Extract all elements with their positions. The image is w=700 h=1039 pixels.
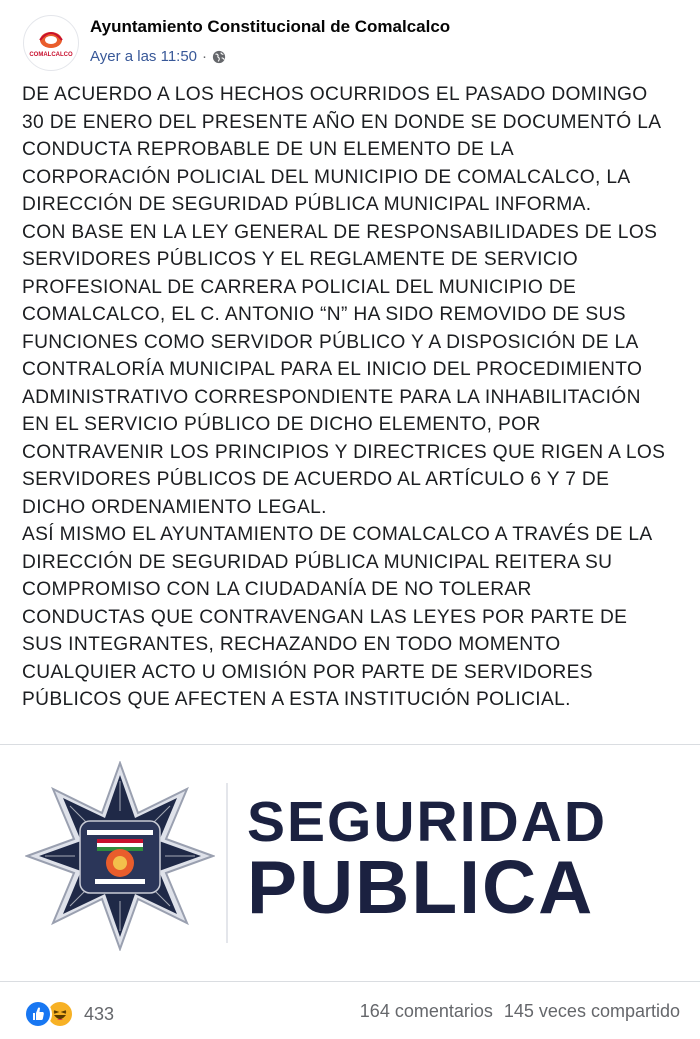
post-text-line: CORPORACIÓN POLICIAL DEL MUNICIPIO DE COMALCALCO, LA	[22, 166, 631, 188]
seguridad-title: SEGURIDAD	[247, 790, 608, 854]
shares-count-link[interactable]: 145 veces compartido	[503, 1001, 680, 1021]
post-text-line: DE ACUERDO A LOS HECHOS OCURRIDOS EL PASADO DOMINGO	[22, 84, 648, 105]
post-text-line: COMALCALCO, EL C. ANTONIO “N” HA SIDO REMOVIDO DE SUS	[22, 304, 626, 325]
post-text-line: PÚBLICOS QUE AFECTEN A ESTA INSTITUCIÓN POLICIAL.	[22, 689, 571, 710]
post-image[interactable]	[0, 744, 700, 982]
post-text-line: ASÍ MISMO EL AYUNTAMIENTO DE COMALCALCO A TRAVÉS DE LA	[22, 524, 653, 545]
police-badge-icon	[25, 761, 215, 951]
post-text-line: CON BASE EN LA LEY GENERAL DE RESPONSABILIDADES DE LOS	[22, 221, 658, 243]
post-meta	[90, 48, 226, 65]
post-text-line: CONTRALORÍA MUNICIPAL PARA EL INICIO DEL PROCEDIMIENTO	[22, 359, 643, 380]
post-text-line: PROFESIONAL DE CARRERA POLICIAL DEL MUNICIPIO DE	[22, 276, 577, 298]
post-body-text	[22, 81, 682, 714]
meta-separator: ·	[202, 48, 208, 65]
post-text-line: 30 DE ENERO DEL PRESENTE AÑO EN DONDE SE DOCUMENTÓ LA	[22, 111, 662, 133]
like-icon	[24, 1000, 52, 1028]
engagement-stats	[354, 1001, 680, 1022]
post-timestamp[interactable]: Ayer a las 11:50	[90, 48, 198, 65]
post-text-line: DIRECCIÓN DE SEGURIDAD PÚBLICA MUNICIPAL REITERA SU	[22, 551, 613, 573]
thumbs-up-icon	[26, 1002, 50, 1026]
post-text-line: ADMINISTRATIVO CORRESPONDIENTE PARA LA INHABILITACIÓN	[22, 386, 641, 408]
post-text-line: DIRECCIÓN DE SEGURIDAD PÚBLICA MUNICIPAL INFORMA.	[22, 194, 592, 215]
post-text-line: CONTRAVENIR LOS PRINCIPIOS Y DIRECTRICES QUE RIGEN A LOS	[22, 441, 666, 463]
comalcalco-logo-icon	[24, 16, 78, 70]
post-text-line: CONDUCTAS QUE CONTRAVENGAN LAS LEYES POR PARTE DE	[22, 606, 628, 628]
post-text-line: CUALQUIER ACTO U OMISIÓN POR PARTE DE SERVIDORES	[22, 661, 593, 683]
globe-icon[interactable]	[212, 50, 226, 64]
post-text-line: FUNCIONES COMO SERVIDOR PÚBLICO Y A DISPOSICIÓN DE LA	[22, 331, 639, 353]
reactions-summary[interactable]	[24, 1000, 114, 1028]
avatar-logo-text: COMALCALCO	[29, 52, 73, 58]
publica-title: PUBLICA	[247, 845, 595, 929]
post-text-line: EN EL SERVICIO PÚBLICO DE DICHO ELEMENTO, POR	[22, 414, 541, 435]
post-text-line: COMPROMISO CON LA CIUDADANÍA DE NO TOLERAR	[22, 579, 532, 600]
post-header	[0, 0, 700, 80]
post-text-line: DICHO ORDENAMIENTO LEGAL.	[22, 496, 327, 518]
post-text-line: SERVIDORES PÚBLICOS Y EL REGLAMENTE DE SERVICIO	[22, 249, 579, 270]
post-text-line: CONDUCTA REPROBABLE DE UN ELEMENTO DE LA	[22, 139, 515, 160]
comments-count-link[interactable]: 164 comentarios	[359, 1001, 493, 1021]
page-avatar[interactable]	[23, 15, 79, 71]
page-name-link[interactable]: Ayuntamiento Constitucional de Comalcalco	[90, 17, 451, 36]
logo-divider	[226, 783, 228, 943]
post-text-line: SUS INTEGRANTES, RECHAZANDO EN TODO MOMENTO	[22, 634, 561, 655]
post-text-line: SERVIDORES PÚBLICOS DE ACUERDO AL ARTÍCULO 6 Y 7 DE	[22, 469, 610, 490]
post-footer	[0, 982, 700, 1039]
reaction-count: 433	[84, 1003, 115, 1024]
